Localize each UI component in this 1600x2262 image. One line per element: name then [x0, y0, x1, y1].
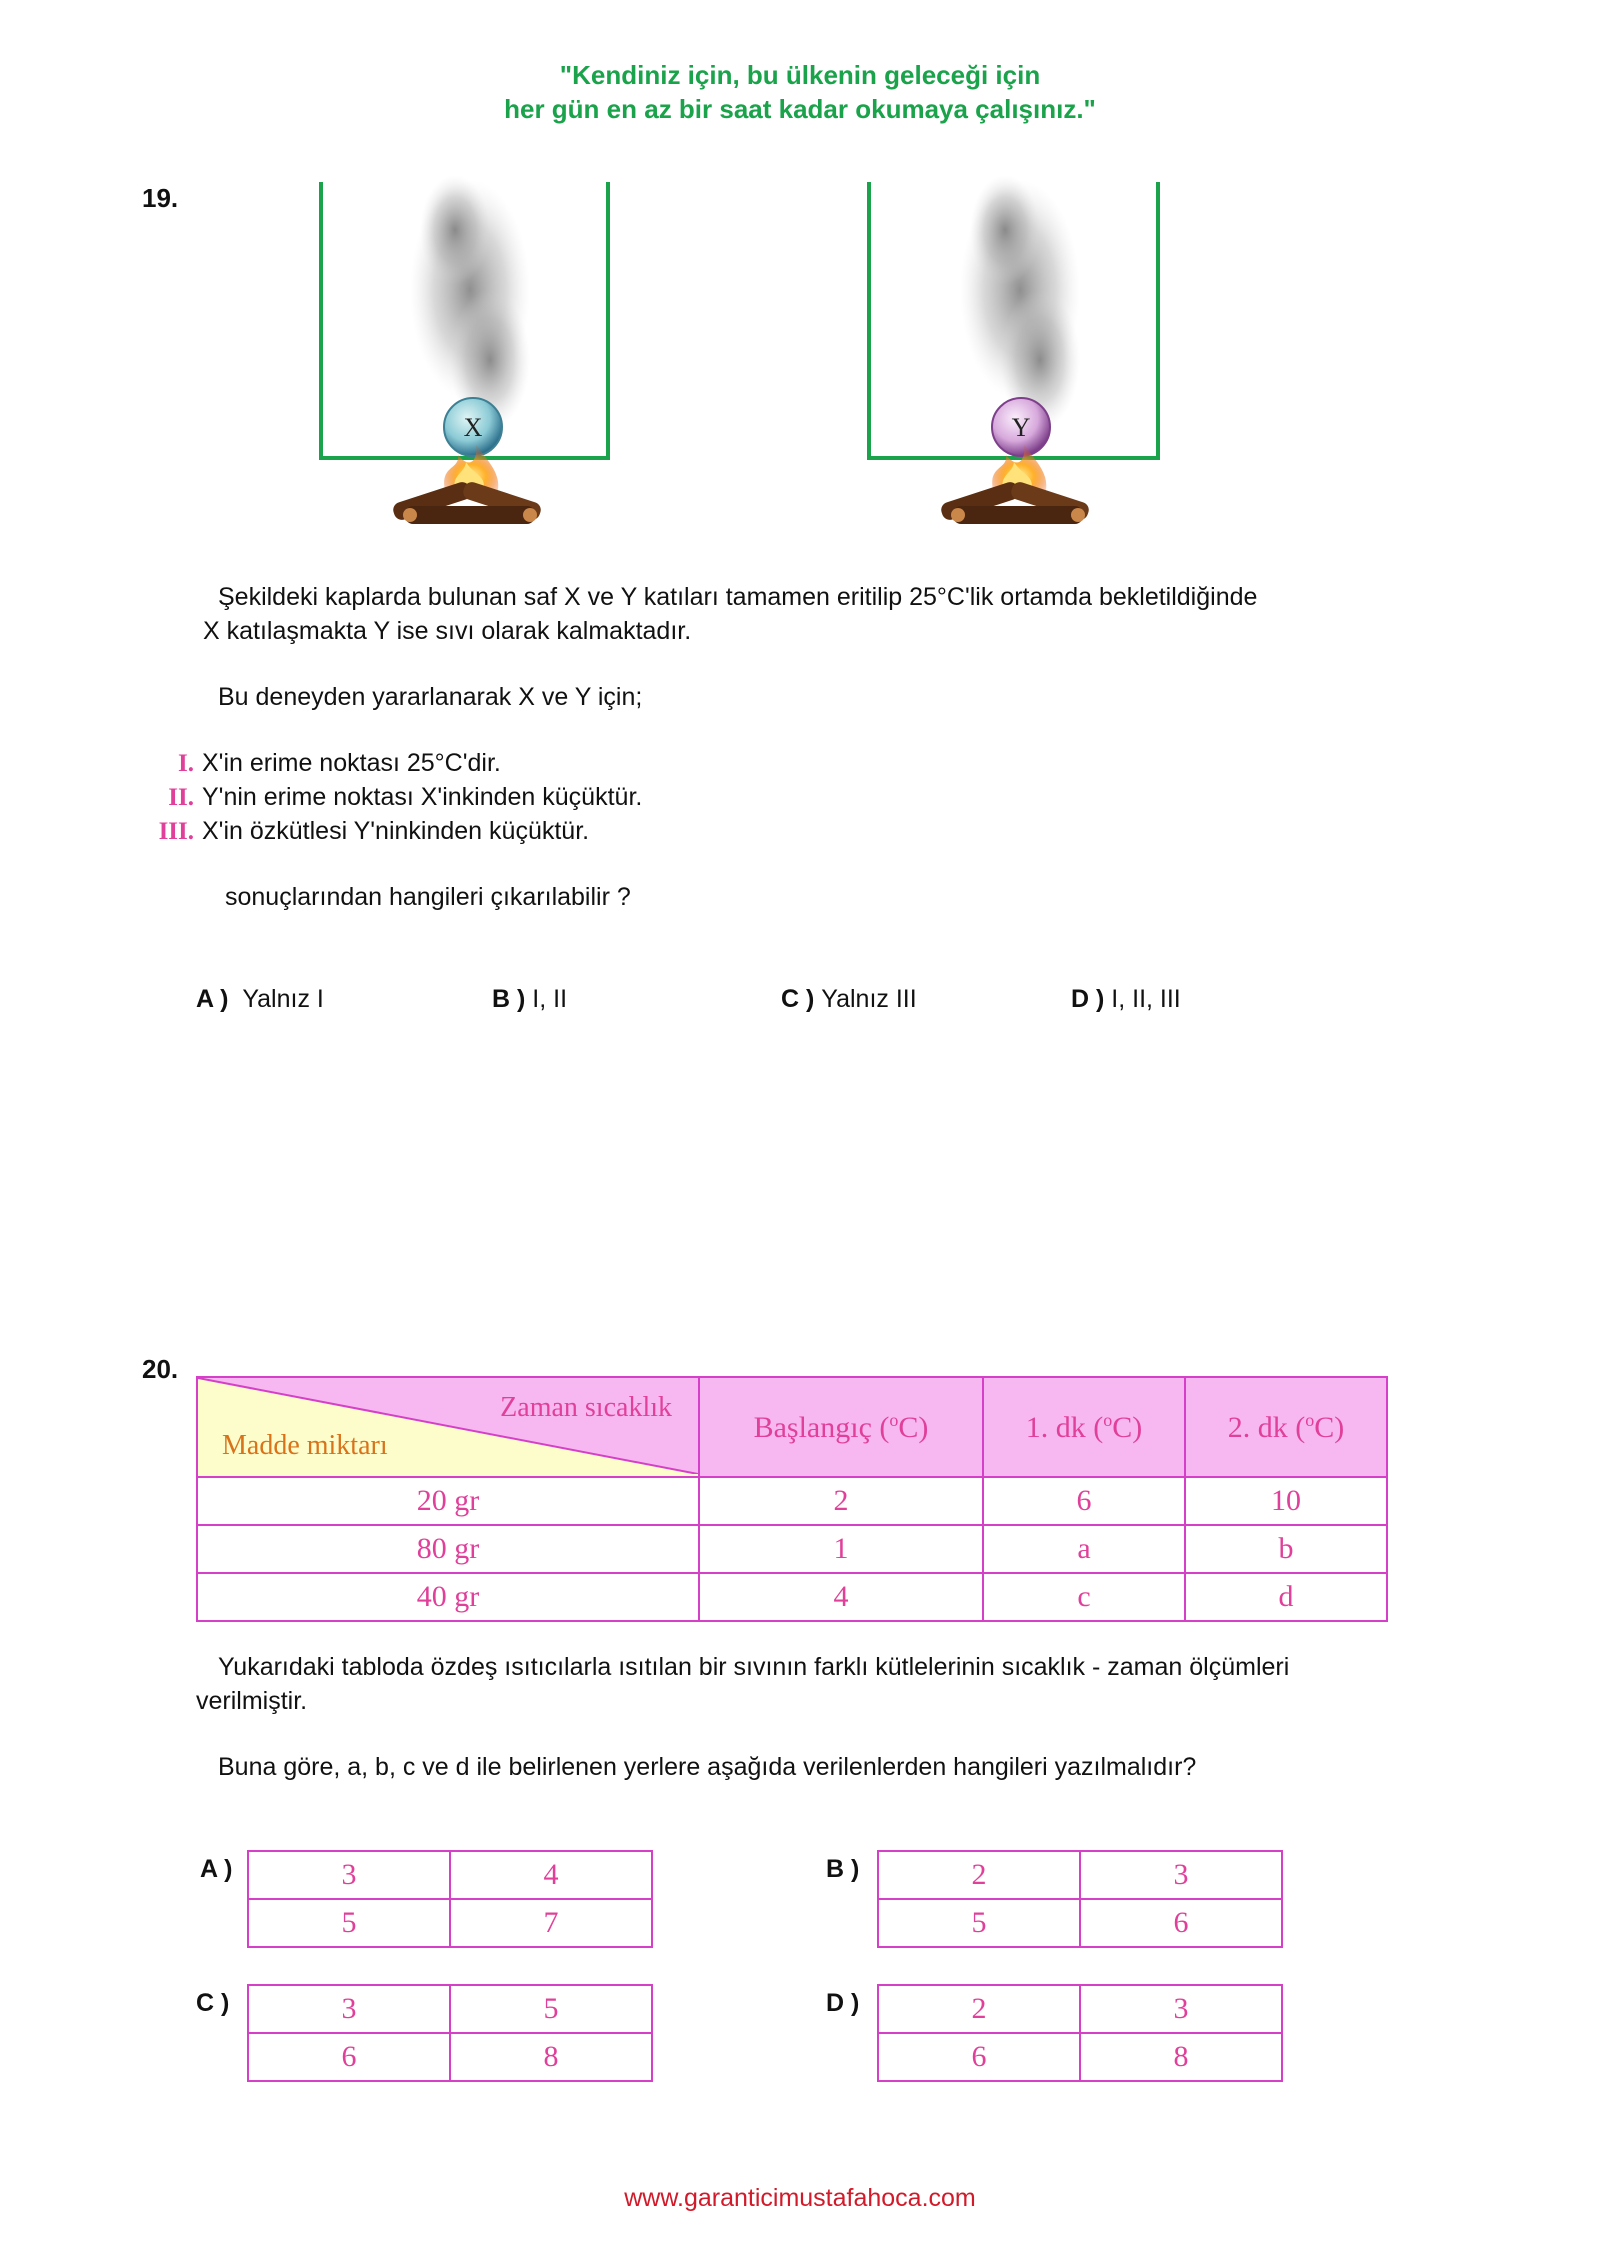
temperature-table [196, 1376, 1388, 1622]
q20-option-d-table[interactable] [877, 1984, 1283, 2082]
q20-option-d-letter[interactable]: D ) [826, 1989, 860, 2017]
table-cell: a [983, 1525, 1185, 1573]
col-header-start [699, 1377, 983, 1477]
table-cell: 6 [983, 1477, 1185, 1525]
statement-2 [148, 780, 642, 815]
statement-3-text: X'in özkütlesi Y'ninkinden küçüktür. [202, 817, 590, 845]
statement-3-roman: III. [158, 818, 194, 845]
table-row [197, 1573, 1387, 1621]
answer-cell: 2 [878, 1851, 1080, 1899]
statement-3 [148, 814, 589, 849]
q20-paragraph-line-1: Yukarıdaki tabloda özdeş ısıtıcılarla ısıtılan bir sıvının farklı kütlelerinin sıcaklık - zaman ölçümleri [218, 1653, 1290, 1681]
diag-header-bottom: Madde miktarı [222, 1430, 388, 1461]
container-y [869, 175, 1158, 458]
q19-option-a[interactable] [196, 982, 324, 1016]
answer-cell: 4 [450, 1851, 652, 1899]
answer-cell: 6 [878, 2033, 1080, 2081]
answer-cell: 3 [1080, 1985, 1282, 2033]
motto-line-2: her gün en az bir saat kadar okumaya çalışınız." [504, 94, 1096, 124]
q20-question: Buna göre, a, b, c ve d ile belirlenen yerlere aşağıda verilenlerden hangileri yazılmalıdır? [218, 1753, 1197, 1781]
ball-y-label: Y [1011, 413, 1031, 442]
table-cell: 10 [1185, 1477, 1387, 1525]
col-start-label: Başlangıç ( [753, 1410, 890, 1444]
q20-option-b-table[interactable] [877, 1850, 1283, 1948]
diagonal-header-cell [197, 1377, 699, 1477]
option-d-text: I, II, III [1111, 985, 1181, 1013]
option-d-letter: D ) [1071, 985, 1105, 1013]
q19-option-c[interactable] [781, 982, 917, 1016]
answer-cell: 6 [1080, 1899, 1282, 1947]
answer-cell: 2 [878, 1985, 1080, 2033]
question-19-number: 19. [142, 183, 179, 213]
statement-1 [148, 746, 501, 781]
question-20-number: 20. [142, 1354, 179, 1384]
answer-cell: 8 [1080, 2033, 1282, 2081]
option-b-text: I, II [532, 985, 568, 1013]
q19-paragraph-line-2: X katılaşmakta Y ise sıvı olarak kalmaktadır. [203, 617, 692, 645]
table-cell: b [1185, 1525, 1387, 1573]
col-1-label: 1. dk ( [1025, 1410, 1104, 1444]
q20-option-c-letter[interactable]: C ) [196, 1989, 230, 2017]
answer-cell: 6 [248, 2033, 450, 2081]
option-a-letter: A ) [196, 985, 229, 1013]
table-cell: d [1185, 1573, 1387, 1621]
q19-paragraph-line-1: Şekildeki kaplarda bulunan saf X ve Y katıları tamamen eritilip 25°C'lik ortamda bekletildiğinde [218, 583, 1258, 611]
motto-line-1: "Kendiniz için, bu ülkenin geleceği için [559, 60, 1041, 90]
answer-cell: 5 [450, 1985, 652, 2033]
answer-cell: 7 [450, 1899, 652, 1947]
col-2-label: 2. dk ( [1227, 1410, 1306, 1444]
table-cell: 1 [699, 1525, 983, 1573]
q20-option-c-table[interactable] [247, 1984, 653, 2082]
answer-cell: 3 [248, 1851, 450, 1899]
col-1-sup: o [1103, 1409, 1113, 1430]
option-a-text: Yalnız I [242, 985, 324, 1013]
statement-2-text: Y'nin erime noktası X'inkinden küçüktür. [202, 783, 643, 811]
table-row [197, 1525, 1387, 1573]
statement-2-roman: II. [168, 784, 194, 811]
table-cell: 80 gr [197, 1525, 699, 1573]
footer-url-link[interactable]: www.garanticimustafahoca.com [624, 2184, 976, 2212]
statement-1-roman: I. [178, 750, 194, 777]
col-2-sup: o [1305, 1409, 1315, 1430]
col-header-1dk [983, 1377, 1185, 1477]
answer-cell: 8 [450, 2033, 652, 2081]
table-cell: 40 gr [197, 1573, 699, 1621]
q20-paragraph-line-2: verilmiştir. [196, 1687, 308, 1715]
q19-option-d[interactable] [1071, 982, 1181, 1016]
diag-header-top: Zaman sıcaklık [500, 1392, 672, 1423]
option-c-letter: C ) [781, 985, 815, 1013]
q20-option-a-letter[interactable]: A ) [200, 1855, 233, 1883]
option-b-letter: B ) [492, 985, 526, 1013]
table-cell: 20 gr [197, 1477, 699, 1525]
table-cell: c [983, 1573, 1185, 1621]
col-start-unit: C) [898, 1410, 929, 1444]
answer-cell: 3 [1080, 1851, 1282, 1899]
q19-experiment-figure [0, 170, 1600, 560]
table-cell: 2 [699, 1477, 983, 1525]
answer-cell: 5 [248, 1899, 450, 1947]
answer-cell: 5 [878, 1899, 1080, 1947]
q20-option-a-table[interactable] [247, 1850, 653, 1948]
col-2-unit: C) [1314, 1410, 1345, 1444]
table-row [197, 1477, 1387, 1525]
table-cell: 4 [699, 1573, 983, 1621]
q19-option-b[interactable] [492, 982, 567, 1016]
ball-x-label: X [463, 413, 483, 442]
container-x [321, 175, 608, 458]
option-c-text: Yalnız III [821, 985, 917, 1013]
q19-prompt: Bu deneyden yararlanarak X ve Y için; [218, 683, 643, 711]
col-start-sup: o [889, 1409, 899, 1430]
statement-1-text: X'in erime noktası 25°C'dir. [202, 749, 501, 777]
q20-option-b-letter[interactable]: B ) [826, 1855, 860, 1883]
col-1-unit: C) [1112, 1410, 1143, 1444]
answer-cell: 3 [248, 1985, 450, 2033]
col-header-2dk [1185, 1377, 1387, 1477]
q19-question: sonuçlarından hangileri çıkarılabilir ? [225, 883, 631, 911]
